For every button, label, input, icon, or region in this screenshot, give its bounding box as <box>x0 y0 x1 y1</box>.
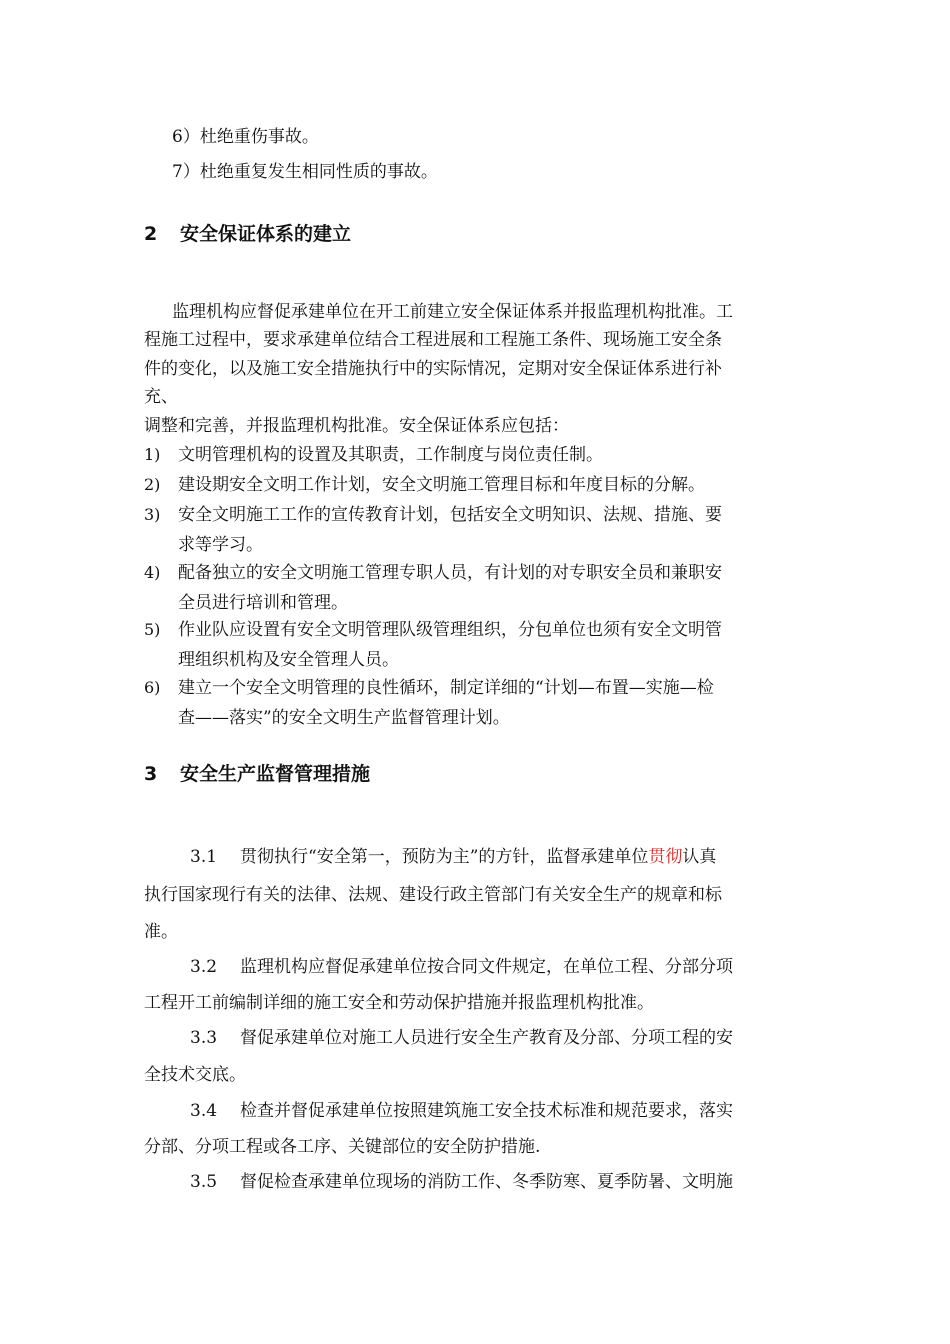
list-text-line: 查——落实”的安全文明生产监督管理计划。 <box>178 708 510 728</box>
section-3-title: 安全生产监督管理措施 <box>180 763 371 785</box>
subsection-3-4-line <box>190 1100 733 1122</box>
subsection-number: 3.2 <box>190 957 218 977</box>
subsection-3-1-line: 执行国家现行有关的法律、法规、建设行政主管部门有关安全生产的规章和标 <box>144 885 722 905</box>
subsection-3-3-line <box>190 1027 733 1049</box>
section-2-heading <box>144 222 351 246</box>
section-3-number: 3 <box>144 763 158 785</box>
list-marker: 5) <box>144 620 161 639</box>
section-2-paragraph-line: 件的变化，以及施工安全措施执行中的实际情况，定期对安全保证体系进行补 <box>144 359 722 379</box>
subsection-3-4-line: 分部、分项工程或各工序、关键部位的安全防护措施. <box>144 1137 541 1157</box>
section-2-number: 2 <box>144 223 158 245</box>
highlighted-text: 贯彻 <box>648 847 683 867</box>
subsection-number: 3.5 <box>190 1172 218 1192</box>
section-2-title: 安全保证体系的建立 <box>180 223 352 245</box>
subsection-text: 督促检查承建单位现场的消防工作、冬季防寒、夏季防暑、文明施 <box>240 1172 733 1192</box>
subsection-text: 检查并督促承建单位按照建筑施工安全技术标准和规范要求，落实 <box>240 1101 733 1121</box>
subsection-text: 认真 <box>682 847 717 867</box>
list-text-line: 求等学习。 <box>178 535 263 555</box>
list-text-line: 建设期安全文明工作计划，安全文明施工管理目标和年度目标的分解。 <box>178 475 705 495</box>
intro-item-6: 6）杜绝重伤事故。 <box>172 127 319 147</box>
list-marker: 2) <box>144 475 161 494</box>
subsection-3-2-line: 工程开工前编制详细的施工安全和劳动保护措施并报监理机构批准。 <box>144 993 654 1013</box>
list-marker: 3) <box>144 505 161 524</box>
list-text-line: 安全文明施工工作的宣传教育计划，包括安全文明知识、法规、措施、要 <box>178 505 722 525</box>
list-text-line: 理组织机构及安全管理人员。 <box>178 650 399 670</box>
subsection-3-5-line <box>190 1171 733 1193</box>
subsection-3-3-line: 全技术交底。 <box>144 1065 246 1085</box>
section-3-heading <box>144 762 370 786</box>
list-text-line: 配备独立的安全文明施工管理专职人员，有计划的对专职安全员和兼职安 <box>178 563 722 583</box>
list-text-line: 建立一个安全文明管理的良性循环，制定详细的“计划—布置—实施—检 <box>178 678 714 698</box>
subsection-3-2-line <box>190 956 733 978</box>
list-text-line: 文明管理机构的设置及其职责，工作制度与岗位责任制。 <box>178 445 603 465</box>
subsection-text: 督促承建单位对施工人员进行安全生产教育及分部、分项工程的安 <box>240 1028 733 1048</box>
section-2-paragraph-line: 充、 <box>144 387 178 407</box>
subsection-number: 3.1 <box>190 847 218 867</box>
section-2-paragraph-line: 程施工过程中，要求承建单位结合工程进展和工程施工条件、现场施工安全条 <box>144 330 722 350</box>
subsection-text: 监理机构应督促承建单位按合同文件规定，在单位工程、分部分项 <box>240 957 733 977</box>
subsection-text: 贯彻执行“安全第一，预防为主”的方针，监督承建单位 <box>240 847 649 867</box>
list-marker: 4) <box>144 563 161 582</box>
list-marker: 6) <box>144 678 161 697</box>
section-2-paragraph-line: 监理机构应督促承建单位在开工前建立安全保证体系并报监理机构批准。工 <box>172 302 733 322</box>
intro-item-7: 7）杜绝重复发生相同性质的事故。 <box>172 162 438 182</box>
list-marker: 1) <box>144 445 161 464</box>
subsection-number: 3.3 <box>190 1028 218 1048</box>
list-text-line: 全员进行培训和管理。 <box>178 593 348 613</box>
list-text-line: 作业队应设置有安全文明管理队级管理组织，分包单位也须有安全文明管 <box>178 620 722 640</box>
section-2-paragraph-line: 调整和完善，并报监理机构批准。安全保证体系应包括： <box>144 416 569 436</box>
subsection-3-1-line <box>190 846 716 868</box>
subsection-number: 3.4 <box>190 1101 218 1121</box>
subsection-3-1-line: 准。 <box>144 922 178 942</box>
